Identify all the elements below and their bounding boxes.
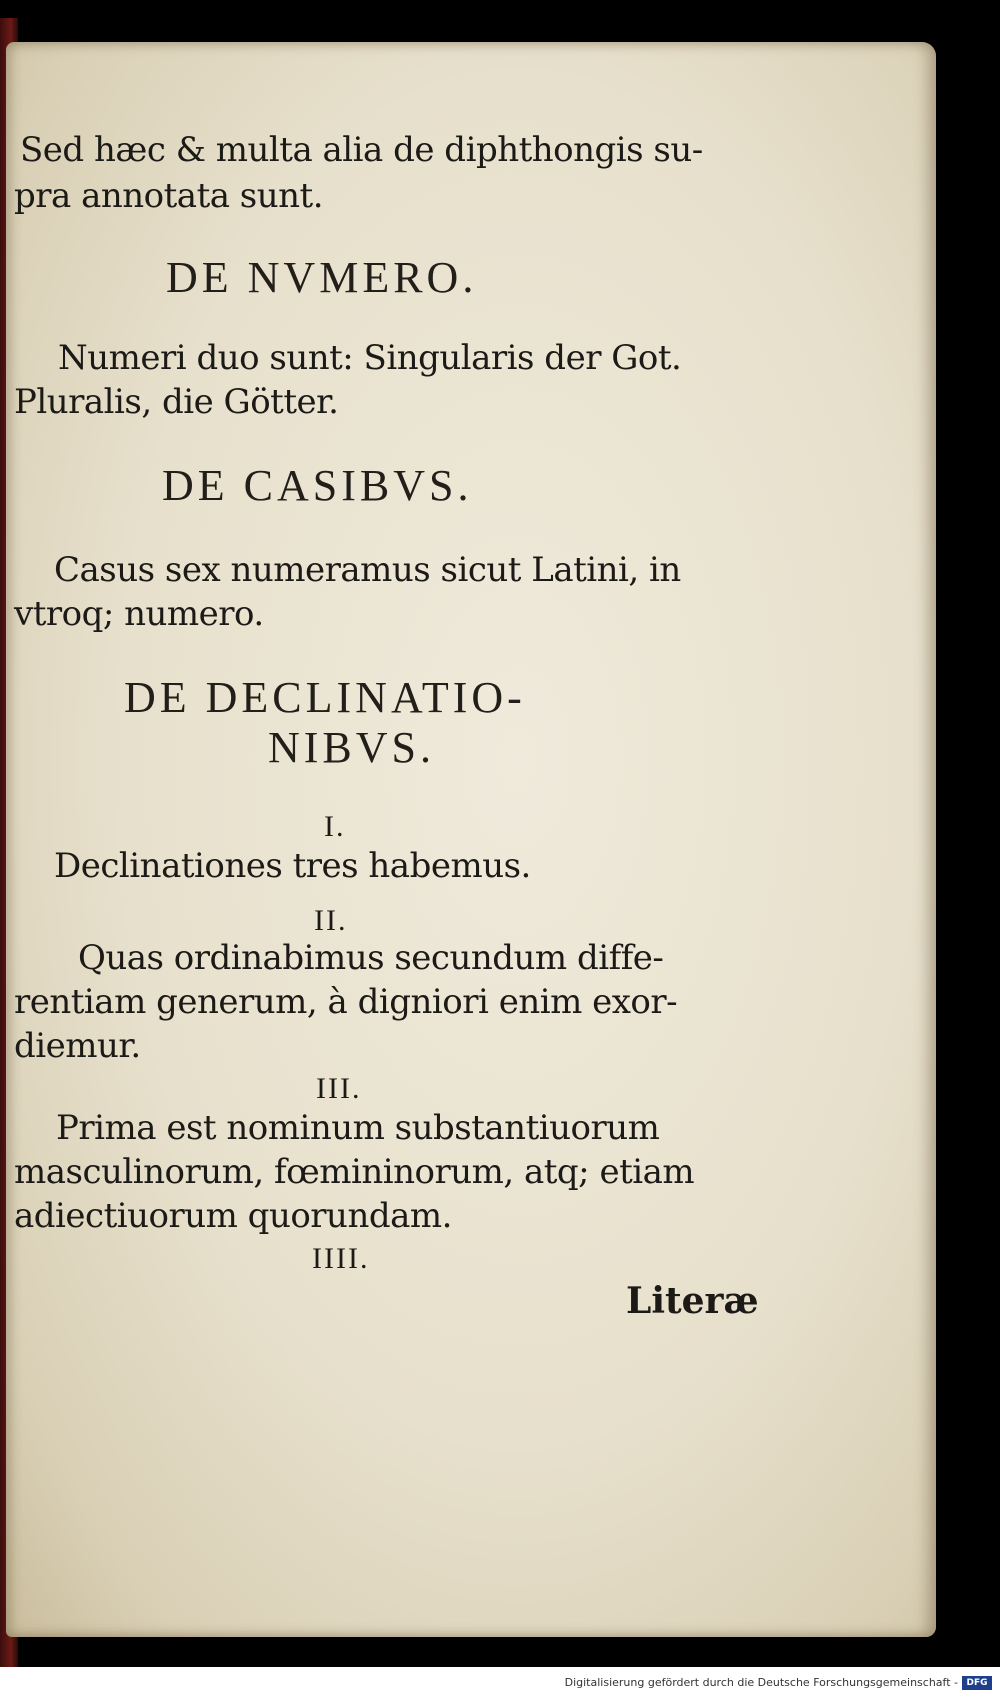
footer-bar	[0, 1667, 1000, 1695]
footer-credit-text: Digitalisierung gefördert durch die Deutsche Forschungsgemeinschaft -	[564, 1676, 958, 1689]
text-line: vtroq; numero.	[14, 594, 264, 634]
text-line: diemur.	[14, 1026, 141, 1066]
numeral-iii: III.	[316, 1072, 362, 1105]
text-line: Prima est nominum substantiuorum	[56, 1108, 660, 1148]
numeral-iiii: IIII.	[312, 1242, 370, 1275]
book-page	[6, 42, 936, 1637]
section-heading-declinationibus: DE DECLINATIO-	[124, 673, 526, 722]
numeral-i: I.	[324, 810, 346, 843]
section-heading-declinationibus-cont: NIBVS.	[268, 723, 436, 772]
text-line: Declinationes tres habemus.	[54, 846, 531, 886]
numeral-ii: II.	[314, 904, 348, 937]
dfg-logo: DFG	[962, 1676, 992, 1690]
text-line: rentiam generum, à digniori enim exor-	[14, 982, 678, 1022]
text-line: Numeri duo sunt: Singularis der Got.	[58, 338, 682, 378]
text-line: Quas ordinabimus secundum diffe-	[78, 938, 664, 978]
section-heading-numero: DE NVMERO.	[166, 253, 478, 302]
text-line: adiectiuorum quorundam.	[14, 1196, 452, 1236]
section-heading-casibus: DE CASIBVS.	[162, 461, 473, 510]
text-line: pra annotata sunt.	[14, 176, 324, 216]
text-line: masculinorum, fœmininorum, atq; etiam	[14, 1152, 695, 1192]
text-line: Casus sex numeramus sicut Latini, in	[54, 550, 681, 590]
text-line: Pluralis, die Götter.	[14, 382, 339, 422]
catchword: Literæ	[626, 1280, 759, 1322]
text-line: Sed hæc & multa alia de diphthongis su-	[20, 130, 703, 170]
